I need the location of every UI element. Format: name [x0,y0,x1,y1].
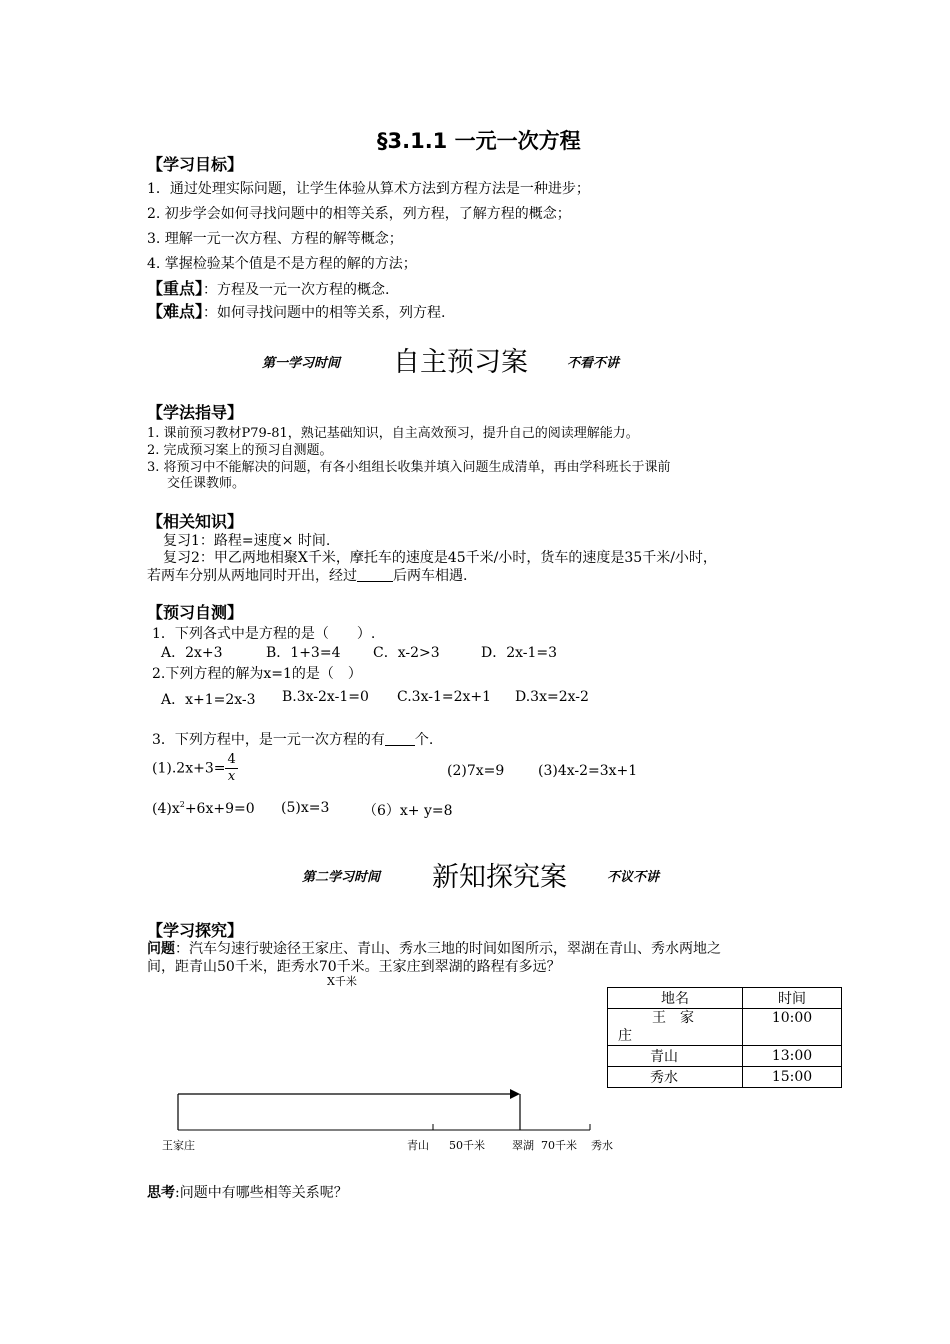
goal-item: 3. 理解一元一次方程、方程的解等概念； [147,231,403,247]
question-2: 2.下列方程的解为x=1的是（ ） [152,666,362,682]
problem-label: 问题 [147,941,175,957]
goals-heading: 【学习目标】 [147,155,244,174]
method-item: 交任课教师。 [167,476,246,491]
goal-item: 2. 初步学会如何寻找问题中的相等关系，列方程，了解方程的概念； [147,206,571,222]
table-cell-time: 13:00 [743,1046,842,1067]
q2-option-b: B.3x-2x-1=0 [282,689,369,705]
q3-item-3: (3)4x-2=3x+1 [538,763,638,779]
route-diagram [150,1080,630,1140]
table-cell-time: 15:00 [743,1067,842,1088]
think-label: 思考 [147,1185,175,1201]
goal-item: 1．通过处理实际问题，让学生体验从算术方法到方程方法是一种进步； [147,181,590,197]
label-50km: 50千米 [449,1139,485,1152]
think-line [147,1182,348,1202]
q3-item-2: (2)7x=9 [447,763,505,779]
method-heading: 【学法指导】 [147,403,244,422]
q3-item1-prefix: (1).2x+3= [152,760,226,777]
method-item: 1. 课前预习教材P79-81，熟记基础知识，自主高效预习，提升自己的阅读理解能力。 [147,426,639,441]
q1-option-d: D．2x-1=3 [481,645,558,661]
selftest-heading: 【预习自测】 [147,603,244,622]
q2-option-d: D.3x=2x-2 [515,689,589,705]
problem-text-1: ：汽车匀速行驶途径王家庄、青山、秀水三地的时间如图所示，翠湖在青山、秀水两地之 [175,941,721,957]
fraction-denominator: x [227,769,236,784]
label-xiushui: 秀水 [591,1139,613,1152]
q1-option-c: C．x-2>3 [373,645,440,661]
method-item: 3. 将预习中不能解决的问题，有各小组组长收集并填入问题生成清单，再由学科班长于课前 [147,460,671,475]
q2-option-a: A．x+1=2x-3 [161,692,256,708]
q2-option-c: C.3x-1=2x+1 [397,689,492,705]
fraction [225,752,237,785]
exponent: 2 [179,800,185,809]
difficulty-point [147,299,445,322]
q3-item4-b: +6x+9=0 [184,801,255,817]
q3-item-4 [152,800,255,817]
difficulty-text: ：如何寻找问题中的相等关系，列方程. [203,305,446,321]
goal-item: 4. 掌握检验某个值是不是方程的解的方法； [147,256,417,272]
timetable [607,987,842,1088]
related-heading: 【相关知识】 [147,512,244,531]
table-cell-time: 10:00 [743,1009,842,1046]
key-point-label: 【重点】 [147,279,204,298]
fraction-numerator: 4 [227,752,236,767]
q3-item-5: (5)x=3 [281,800,330,816]
table-cell-place: 青山 [608,1046,743,1067]
answer-blank[interactable] [385,731,415,746]
table-cell-place: 秀水 [608,1067,743,1088]
banner2-right: 不议不讲 [607,870,660,885]
q1-option-b: B．1+3=4 [266,645,341,661]
answer-blank[interactable] [357,567,393,582]
label-cuihu: 翠湖 [512,1139,534,1152]
q3-text-b: 个. [414,732,434,748]
banner1-center: 自主预习案 [393,347,528,378]
table-row [608,1009,842,1046]
review-2-line2 [147,565,467,585]
question-1: 1．下列各式中是方程的是（ ）. [152,626,376,642]
think-text: :问题中有哪些相等关系呢？ [175,1185,348,1201]
table-header-time: 时间 [743,988,842,1009]
label-wangjiazhuang: 王家庄 [162,1139,195,1152]
arrow-head [510,1089,520,1099]
label-70km: 70千米 [541,1139,577,1152]
label-qingshan: 青山 [407,1139,429,1152]
q3-item-1 [152,752,238,785]
review-1: 复习1：路程=速度× 时间. [163,533,331,549]
explore-heading: 【学习探究】 [147,921,244,940]
key-point-text: ：方程及一元一次方程的概念. [203,282,390,298]
q1-option-a: A．2x+3 [161,645,223,661]
table-row [608,1046,842,1067]
table-header-place: 地名 [608,988,743,1009]
banner2-left: 第二学习时间 [302,870,381,885]
review-2-line1: 复习2：甲乙两地相聚X千米，摩托车的速度是45千米/小时，货车的速度是35千米/小时， [163,550,717,566]
q3-item4-a: (4)x [152,801,180,817]
review-2-text-b: 后两车相遇. [393,568,468,584]
key-point [147,276,389,299]
q3-text-a: 3．下列方程中，是一元一次方程的有 [152,732,385,748]
place-line-2: 庄 [618,1028,632,1044]
method-item: 2. 完成预习案上的预习自测题。 [147,443,333,458]
banner1-left: 第一学习时间 [262,356,341,371]
place-line-1: 王 家 [652,1010,694,1026]
banner1-right: 不看不讲 [567,356,620,371]
diagram-x-label: X千米 [327,975,357,988]
difficulty-label: 【难点】 [147,302,204,321]
review-2-text-a: 若两车分别从两地同时开出，经过 [147,568,357,584]
problem-line-1 [147,938,721,958]
table-header-row [608,988,842,1009]
table-cell-place [608,1009,743,1046]
table-row [608,1067,842,1088]
q3-item-6: （6）x+ y=8 [363,803,453,819]
question-3 [152,729,433,749]
problem-line-2: 间，距青山50千米，距秀水70千米。王家庄到翠湖的路程有多远？ [147,959,561,975]
page-title: §3.1.1 一元一次方程 [377,129,581,153]
banner2-center: 新知探究案 [432,862,567,893]
